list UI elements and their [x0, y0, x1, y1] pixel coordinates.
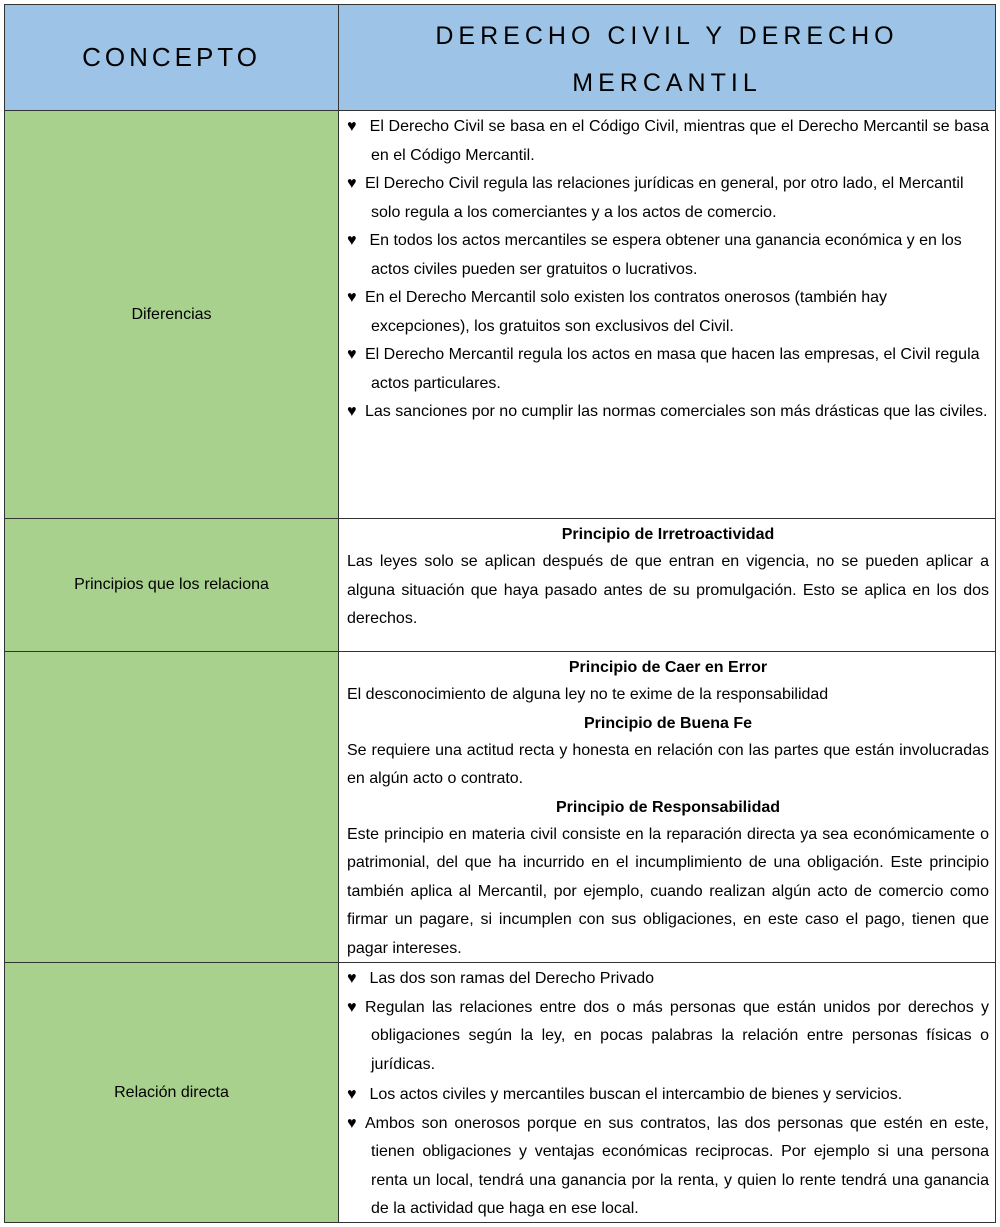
heart-bullet-icon: ♥: [347, 232, 357, 249]
heart-bullet-icon: ♥: [347, 289, 357, 306]
comparison-table: [4, 4, 996, 1223]
list-item: ♥ El Derecho Mercantil regula los actos en masa que hacen las empresas, el Civil regula actos particulares.: [347, 341, 989, 398]
concept-cell: Diferencias: [5, 111, 339, 518]
concept-cell: Relación directa: [5, 963, 339, 1222]
principle-text: Este principio en materia civil consiste en la reparación directa ya sea económicamente o patrimonial, del que ha incurrido en el incumplimiento de una obligación. Este principio también aplica al Mercantil, por ejemplo, cuando realizan algún acto de comercio como firmar un pagare, si incumplen con sus obligaciones, en este caso el pago, tienen que pagar intereses.: [347, 825, 989, 957]
heart-bullet-icon: ♥: [347, 998, 357, 1016]
principle-title: Principio de Buena Fe: [583, 714, 753, 732]
heart-bullet-icon: ♥: [347, 175, 357, 192]
list-item: ♥ Las dos son ramas del Derecho Privado: [347, 965, 989, 994]
content-cell: [339, 652, 995, 962]
list-item: ♥ Los actos civiles y mercantiles buscan el intercambio de bienes y servicios.: [347, 1081, 989, 1110]
content-cell: [339, 963, 995, 1222]
bullet-list: [347, 113, 989, 427]
heart-bullet-icon: ♥: [347, 118, 357, 135]
heart-bullet-icon: ♥: [347, 1114, 357, 1132]
principle-text: Se requiere una actitud recta y honesta en relación con las partes que están involucradas en algún acto o contrato.: [347, 741, 989, 787]
content-cell: [339, 519, 995, 651]
table-header-row: [4, 4, 996, 111]
heart-bullet-icon: ♥: [347, 403, 357, 420]
heart-bullet-icon: ♥: [347, 970, 357, 987]
list-item: ♥ El Derecho Civil regula las relaciones jurídicas en general, por otro lado, el Mercantil solo regula a los comerciantes y a los actos de comercio.: [347, 170, 989, 227]
header-concept: CONCEPTO: [5, 5, 339, 110]
heart-bullet-icon: ♥: [347, 346, 357, 363]
principle-text: El desconocimiento de alguna ley no te exime de la responsabilidad: [347, 686, 829, 703]
heart-bullet-icon: ♥: [347, 1086, 357, 1103]
list-item: ♥ Ambos son onerosos porque en sus contratos, las dos personas que estén en este, tienen obligaciones y ventajas económicas reciprocas. Por ejemplo si una persona renta un local, tendrá una ganancia por la renta, y quien lo rente tendrá una ganancia de la actividad que haga en ese local.: [347, 1110, 989, 1224]
list-item: ♥ Las sanciones por no cumplir las normas comerciales son más drásticas que las civiles.: [347, 398, 989, 427]
concept-cell: Principios que los relaciona: [5, 519, 339, 651]
principle-title: Principio de Irretroactividad: [561, 526, 775, 543]
table-row-principios: [4, 519, 996, 652]
list-item: ♥ El Derecho Civil se basa en el Código Civil, mientras que el Derecho Mercantil se basa en el Código Mercantil.: [347, 113, 989, 170]
list-item: ♥ En todos los actos mercantiles se espera obtener una ganancia económica y en los actos civiles pueden ser gratuitos o lucrativos.: [347, 227, 989, 284]
principle-title: Principio de Responsabilidad: [555, 798, 781, 816]
table-row-relacion-directa: [4, 963, 996, 1223]
table-row-diferencias: [4, 111, 996, 519]
header-derecho-civil-mercantil: DERECHO CIVIL Y DERECHO MERCANTIL: [339, 5, 995, 110]
principle-title: Principio de Caer en Error: [568, 659, 768, 676]
list-item: ♥ Regulan las relaciones entre dos o más personas que están unidos por derechos y obligaciones según la ley, en pocas palabras la relación entre personas físicas o jurídicas.: [347, 994, 989, 1080]
principle-text: Las leyes solo se aplican después de que entran en vigencia, no se pueden aplicar a alguna situación que haya pasado antes de su promulgación. Esto se aplica en los dos derechos.: [347, 553, 989, 627]
content-cell: [339, 111, 995, 518]
concept-cell: [5, 652, 339, 962]
list-item: ♥ En el Derecho Mercantil solo existen los contratos onerosos (también hay excepciones), los gratuitos son exclusivos del Civil.: [347, 284, 989, 341]
bullet-list: [347, 965, 989, 1224]
table-row-principios-adicionales: [4, 652, 996, 963]
